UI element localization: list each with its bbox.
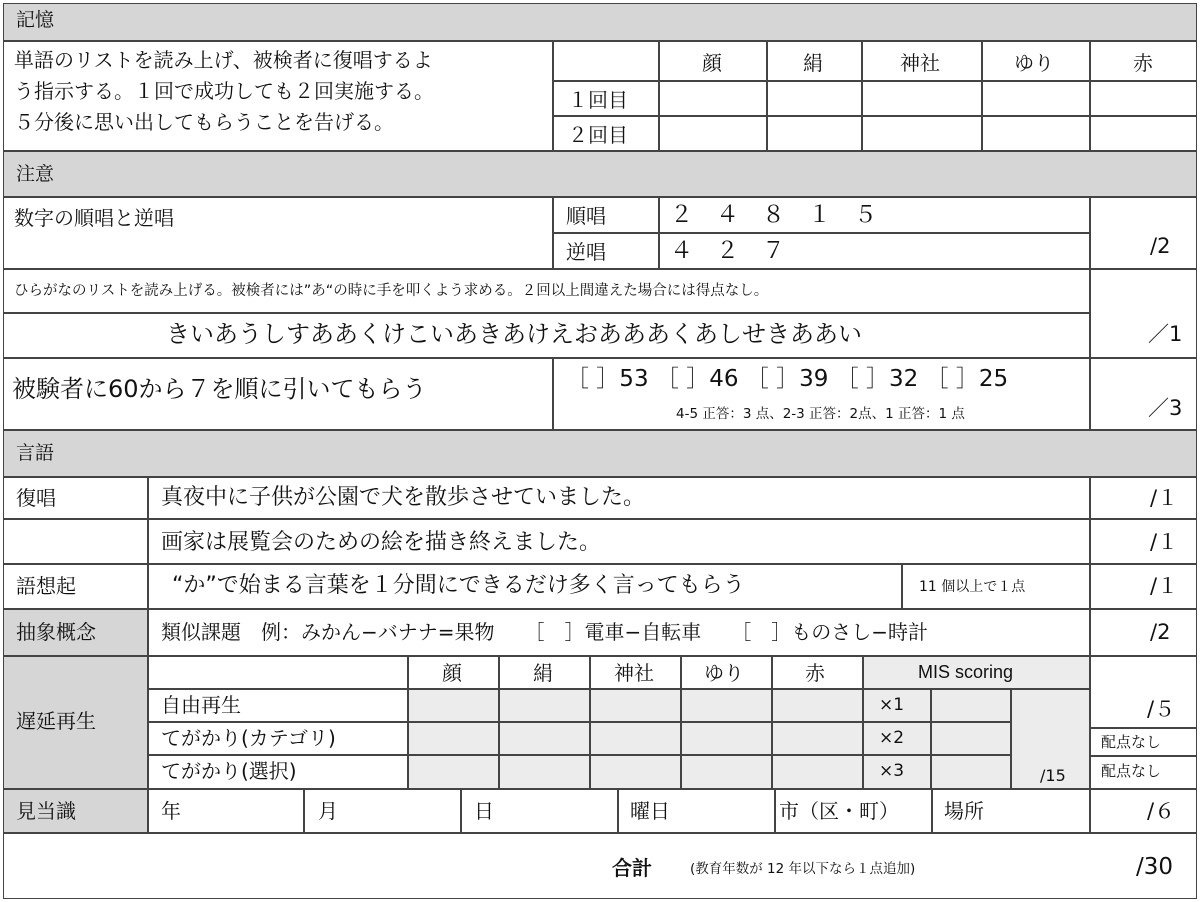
memory-word-face: 顔 bbox=[702, 51, 722, 75]
free-recall-shrine[interactable] bbox=[590, 689, 681, 722]
delayed-word-red: 赤 bbox=[805, 661, 825, 685]
abstraction-label: 抽象概念 bbox=[16, 620, 96, 644]
serial7-note: 4-5 正答：3 点、2-3 正答：2点、1 正答：1 点 bbox=[676, 406, 965, 422]
memory-word-lily: ゆり bbox=[1014, 51, 1054, 75]
category-cue-shrine[interactable] bbox=[590, 722, 681, 755]
delayed-recall-label: 遅延再生 bbox=[16, 709, 96, 733]
memory-corner-cell bbox=[553, 41, 659, 81]
memory-trial-2-face[interactable] bbox=[659, 116, 767, 151]
category-cue-silk[interactable] bbox=[499, 722, 590, 755]
abstraction-text: 類似課題 例：みかん−バナナ=果物 ［ ］電車−自転車 ［ ］ものさし−時計 bbox=[161, 620, 929, 644]
serial7-items: ［ ］53 ［ ］46 ［ ］39 ［ ］32 ［ ］25 bbox=[566, 366, 1009, 392]
memory-instruction-line-3: ５分後に思い出してもらうことを告げる。 bbox=[14, 110, 394, 134]
memory-trial-2-red[interactable] bbox=[1090, 116, 1197, 151]
forward-label: 順唱 bbox=[566, 204, 606, 228]
memory-trial-1-face[interactable] bbox=[659, 81, 767, 116]
memory-instruction-line-1: 単語のリストを読み上げ、被検者に復唱するよ bbox=[14, 48, 433, 72]
repetition-label-cell-2 bbox=[3, 519, 148, 564]
choice-cue-label: てがかり(選択) bbox=[161, 759, 297, 783]
memory-trial-1-label: １回目 bbox=[568, 88, 628, 112]
fluency-score-cell[interactable] bbox=[1090, 564, 1197, 609]
free-recall-red[interactable] bbox=[772, 689, 863, 722]
memory-trial-1-silk[interactable] bbox=[767, 81, 862, 116]
choice-cue-red[interactable] bbox=[772, 755, 863, 789]
memory-trial-2-shrine[interactable] bbox=[862, 116, 982, 151]
letter-score: ／1 bbox=[1148, 322, 1183, 346]
choice-cue-multiplier: ×3 bbox=[879, 761, 905, 781]
memory-trial-2-lily[interactable] bbox=[982, 116, 1090, 151]
backward-digits: ４ ２ ７ bbox=[670, 238, 785, 264]
total-row bbox=[3, 833, 1197, 899]
category-cue-multiplier: ×2 bbox=[879, 728, 905, 748]
orientation-weekday: 曜日 bbox=[630, 799, 670, 823]
letter-instruction: ひらがなのリストを読み上げる。被検者には”あ“の時に手を叩くよう求める。２回以上間違えた場合には得点なし。 bbox=[14, 283, 769, 299]
category-cue-face[interactable] bbox=[408, 722, 499, 755]
delayed-word-silk: 絹 bbox=[533, 661, 553, 685]
memory-trial-1-lily[interactable] bbox=[982, 81, 1090, 116]
memory-trial-1-red[interactable] bbox=[1090, 81, 1197, 116]
sentence-2-score-cell[interactable] bbox=[1090, 519, 1197, 564]
free-recall-silk[interactable] bbox=[499, 689, 590, 722]
free-recall-face[interactable] bbox=[408, 689, 499, 722]
digit-span-score-cell[interactable] bbox=[1090, 197, 1197, 269]
choice-cue-silk[interactable] bbox=[499, 755, 590, 789]
delayed-recall-score: /５ bbox=[1147, 697, 1176, 721]
category-cue-lily[interactable] bbox=[681, 722, 772, 755]
sentence-1-score: /１ bbox=[1150, 486, 1179, 510]
digit-span-label: 数字の順唱と逆唱 bbox=[14, 206, 174, 230]
memory-word-silk: 絹 bbox=[803, 51, 823, 75]
attention-header: 注意 bbox=[16, 163, 55, 185]
delayed-word-shrine: 神社 bbox=[614, 661, 654, 685]
free-recall-mis-cell[interactable] bbox=[931, 689, 1011, 722]
orientation-score: /６ bbox=[1147, 799, 1176, 823]
attention-header-bar bbox=[3, 151, 1197, 197]
delayed-corner-cell bbox=[148, 656, 408, 689]
orientation-score-cell[interactable] bbox=[1090, 789, 1197, 833]
delayed-word-face: 顔 bbox=[442, 661, 462, 685]
delayed-recall-score-cell[interactable] bbox=[1090, 656, 1197, 728]
delayed-word-lily: ゆり bbox=[704, 661, 744, 685]
memory-trial-2-silk[interactable] bbox=[767, 116, 862, 151]
free-recall-multiplier: ×1 bbox=[879, 695, 905, 715]
fluency-label: 語想起 bbox=[16, 574, 76, 598]
repetition-label: 復唱 bbox=[16, 486, 56, 510]
abstraction-score-cell[interactable] bbox=[1090, 609, 1197, 656]
memory-trial-2-label: ２回目 bbox=[568, 123, 628, 147]
letter-list: きいあうしすああくけこいあきあけえおあああくあしせきああい bbox=[166, 320, 862, 348]
memory-trial-1-shrine[interactable] bbox=[862, 81, 982, 116]
serial7-score: ／3 bbox=[1148, 396, 1183, 420]
sentence-2: 画家は展覧会のための絵を描き終えました。 bbox=[161, 530, 602, 555]
backward-label: 逆唱 bbox=[566, 240, 606, 264]
language-header: 言語 bbox=[16, 442, 55, 464]
fluency-text: “か”で始まる言葉を１分間にできるだけ多く言ってもらう bbox=[172, 573, 745, 598]
category-cue-score: 配点なし bbox=[1101, 733, 1162, 751]
category-cue-label: てがかり(カテゴリ) bbox=[161, 726, 336, 750]
choice-cue-mis-cell[interactable] bbox=[931, 755, 1011, 789]
choice-cue-face[interactable] bbox=[408, 755, 499, 789]
orientation-day: 日 bbox=[474, 799, 494, 823]
mis-header: MIS scoring bbox=[918, 662, 1014, 682]
choice-cue-shrine[interactable] bbox=[590, 755, 681, 789]
total-score[interactable]: /30 bbox=[1136, 854, 1174, 880]
free-recall-label: 自由再生 bbox=[161, 693, 241, 717]
free-recall-lily[interactable] bbox=[681, 689, 772, 722]
orientation-month: 月 bbox=[318, 799, 338, 823]
memory-instruction-line-2: う指示する。１回で成功しても２回実施する。 bbox=[14, 79, 434, 103]
sentence-1-score-cell[interactable] bbox=[1090, 477, 1197, 519]
total-note: (教育年数が 12 年以下なら１点追加) bbox=[690, 861, 916, 877]
orientation-city: 市（区・町） bbox=[779, 799, 899, 823]
orientation-place: 場所 bbox=[944, 799, 984, 823]
choice-cue-lily[interactable] bbox=[681, 755, 772, 789]
orientation-label: 見当識 bbox=[16, 799, 76, 823]
sentence-2-score: /１ bbox=[1150, 530, 1179, 554]
serial7-label: 被験者に60から７を順に引いてもらう bbox=[12, 375, 427, 403]
category-cue-mis-cell[interactable] bbox=[931, 722, 1011, 755]
category-cue-red[interactable] bbox=[772, 722, 863, 755]
choice-cue-score: 配点なし bbox=[1101, 762, 1162, 780]
digit-span-score: /2 bbox=[1150, 234, 1171, 258]
orientation-year: 年 bbox=[161, 799, 181, 823]
mis-total: /15 bbox=[1040, 766, 1066, 785]
memory-word-red: 赤 bbox=[1133, 51, 1153, 75]
memory-word-shrine: 神社 bbox=[900, 51, 940, 75]
forward-digits: ２ ４ ８ １ ５ bbox=[670, 202, 877, 228]
abstraction-score: /2 bbox=[1150, 620, 1171, 644]
total-label: 合計 bbox=[612, 856, 652, 880]
fluency-score: /１ bbox=[1150, 574, 1179, 598]
memory-header: 記憶 bbox=[16, 9, 55, 31]
sentence-1: 真夜中に子供が公園で犬を散歩させていました。 bbox=[161, 485, 646, 510]
memory-header-bar bbox=[3, 3, 1197, 41]
fluency-note: 11 個以上で１点 bbox=[919, 579, 1026, 595]
language-header-bar bbox=[3, 430, 1197, 477]
